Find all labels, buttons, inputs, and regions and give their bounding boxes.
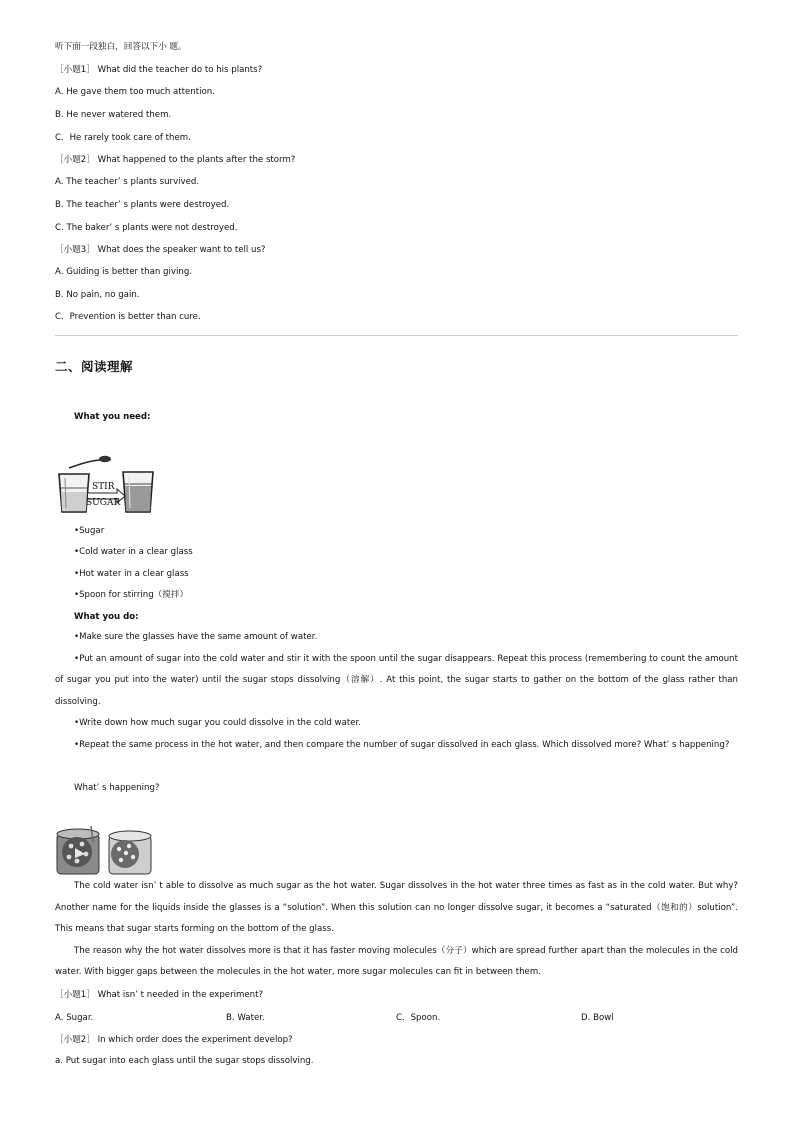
do-heading: What you do:: [74, 612, 139, 622]
section-title: 二、阅读理解: [55, 359, 134, 374]
question-2: [55, 154, 295, 166]
question-text: What isn’ t needed in the experiment?: [97, 990, 264, 1000]
question-text: What happened to the plants after the storm?: [97, 155, 296, 165]
step-item: •Make sure the glasses have the same amount of water.: [74, 632, 318, 642]
question-text: What does the speaker want to tell us?: [97, 245, 266, 255]
question-text: In which order does the experiment develop?: [97, 1035, 293, 1045]
question-number: ［小题2］: [55, 1035, 95, 1045]
question-text: What did the teacher do to his plants?: [97, 65, 263, 75]
reading-question-1: [55, 989, 263, 1001]
paragraph: The reason why the hot water dissolves more is that it has faster moving molecules（分子）which are spread further apart than the molecules in the cold water. With bigger gaps between the molecules in the hot water, more sugar molecules can fit in between them.: [55, 945, 738, 977]
option-c: C．He rarely took care of them.: [55, 133, 191, 143]
option-a: A. Sugar.: [55, 1013, 94, 1023]
section-divider: [55, 335, 738, 336]
need-item: •Sugar: [74, 526, 105, 536]
question-number: ［小题1］: [55, 990, 95, 1000]
reading-question-2: [55, 1034, 293, 1046]
step-item: •Put an amount of sugar into the cold water and stir it with the spoon until the sugar disappears. Repeat this process (remembering to count the amount of sugar you put into the water) until the sugar stops dissolving（溶解）. At this point, the sugar starts to gather on the bottom of the glass rather than dissolving.: [55, 653, 738, 707]
option-b: B. Water.: [226, 1013, 265, 1023]
sugar-label: SUGAR: [86, 498, 121, 508]
option-a: A. The teacher’ s plants survived.: [55, 177, 200, 187]
paragraph: The cold water isn’ t able to dissolve as much sugar as the hot water. Sugar dissolves in the hot water three times as fast as in the cold water. But why? Another name for the liquids inside the glasses is a “solution”. When this solution can no longer dissolve sugar, it becomes a “saturated（饱和的）solution”. This means that sugar starts forming on the bottom of the glass.: [55, 881, 738, 934]
question-number: ［小题1］: [55, 65, 95, 75]
question-1: [55, 64, 262, 76]
option-a: A. He gave them too much attention.: [55, 87, 215, 97]
question-number: ［小题2］: [55, 155, 95, 165]
stir-label: STIR: [92, 482, 115, 492]
option-c: C. The baker’ s plants were not destroyed.: [55, 223, 238, 233]
question-3: [55, 244, 266, 256]
step-item: •Write down how much sugar you could dissolve in the cold water.: [74, 718, 361, 728]
option-c: C．Spoon.: [396, 1013, 441, 1023]
need-item: •Cold water in a clear glass: [74, 547, 193, 557]
need-item: •Hot water in a clear glass: [74, 569, 189, 579]
option-a: A. Guiding is better than giving.: [55, 267, 193, 277]
stir-sugar-illustration: [55, 448, 155, 516]
question-number: ［小题3］: [55, 245, 95, 255]
need-heading: What you need:: [74, 412, 151, 422]
option-b: B. No pain, no gain.: [55, 290, 140, 300]
molecules-illustration: [55, 822, 155, 878]
option-d: D. Bowl: [581, 1013, 614, 1023]
order-item: a. Put sugar into each glass until the sugar stops dissolving.: [55, 1056, 314, 1066]
step-item: •Repeat the same process in the hot water, and then compare the number of sugar dissolved in each glass. Which dissolved more? What’ s happening?: [74, 739, 730, 750]
happening-heading: What’ s happening?: [74, 783, 160, 793]
option-b: B. He never watered them.: [55, 110, 172, 120]
option-c: C．Prevention is better than cure.: [55, 312, 201, 322]
explanation-block: [55, 876, 738, 984]
steps-block: [55, 627, 738, 756]
listening-intro: 听下面一段独白，回答以下小 题。: [55, 42, 187, 52]
need-item: •Spoon for stirring（搅拌）: [74, 590, 189, 600]
option-b: B. The teacher’ s plants were destroyed.: [55, 200, 230, 210]
